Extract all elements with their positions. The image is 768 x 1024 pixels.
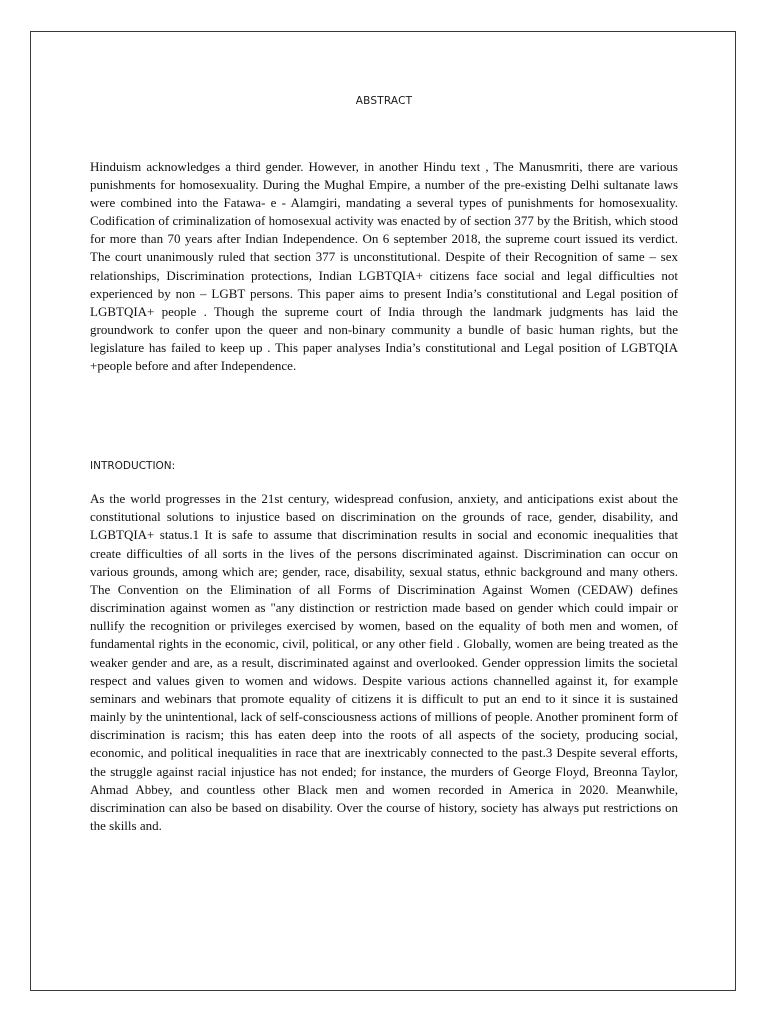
abstract-heading: ABSTRACT [355,95,413,107]
introduction-paragraph: As the world progresses in the 21st century, widespread confusion, anxiety, and anticipations exist about the constitutional solutions to injustice based on discrimination on the grounds of race, gender, disability, and LGBTQIA+ status.1 It is safe to assume that discrimination results in social and economic inequalities that create difficulties of all sorts in the lives of the persons discriminated against. Discrimination can occur on various grounds, among which are; gender, race, disability, sexual status, ethnic background and many others. The Convention on the Elimination of all Forms of Discrimination Against Women (CEDAW) defines discrimination against women as "any distinction or restriction made based on gender which could impair or nullify the recognition or privileges exercised by women, based on the equality of both men and women, of fundamental rights in the economic, civil, political, or any other field . Globally, women are being treated as the weaker gender and are, as a result, discriminated against and overlooked. Gender oppression limits the societal respect and values given to women and widows. Despite various actions channelled against it, for example seminars and webinars that promote equality of citizens it is difficult to put an end to it since it is sustained mainly by the unintentional, lack of self-consciousness actions of millions of people. Another prominent form of discrimination is racism; this has eaten deep into the roots of all aspects of the society, producing social, economic, and political inequalities in race that are inextricably connected to the past.3 Despite several efforts, the struggle against racial injustice has not ended; for instance, the murders of George Floyd, Breonna Taylor, Ahmad Abbey, and countless other Black men and women recorded in America in 2020. Meanwhile, discrimination can also be based on disability. Over the course of history, society has always put restrictions on the skills and. [90,491,678,834]
abstract-paragraph: Hinduism acknowledges a third gender. However, in another Hindu text , The Manusmriti, there are various punishments for homosexuality. During the Mughal Empire, a number of the pre-existing Delhi sultanate laws were combined into the Fatawa- e - Alamgiri, mandating a several types of punishments for homosexuality. Codification of criminalization of homosexual activity was enacted by of section 377 by the British, which stood for more than 70 years after Indian Independence. On 6 september 2018, the supreme court issued its verdict. The court unanimously ruled that section 377 is unconstitutional. Despite of their Recognition of same – sex relationships, Discrimination protections, Indian LGBTQIA+ citizens face social and legal difficulties not experienced by non – LGBT persons. This paper aims to present India’s constitutional and Legal position of LGBTQIA+ people . Though the supreme court of India through the landmark judgments has laid the groundwork to confer upon the queer and non-binary community a bundle of basic human rights, but the legislature has failed to keep up . This paper analyses India’s constitutional and Legal position of LGBTQIA +people before and after Independence. [90,159,678,374]
introduction-heading: INTRODUCTION: [90,460,176,472]
